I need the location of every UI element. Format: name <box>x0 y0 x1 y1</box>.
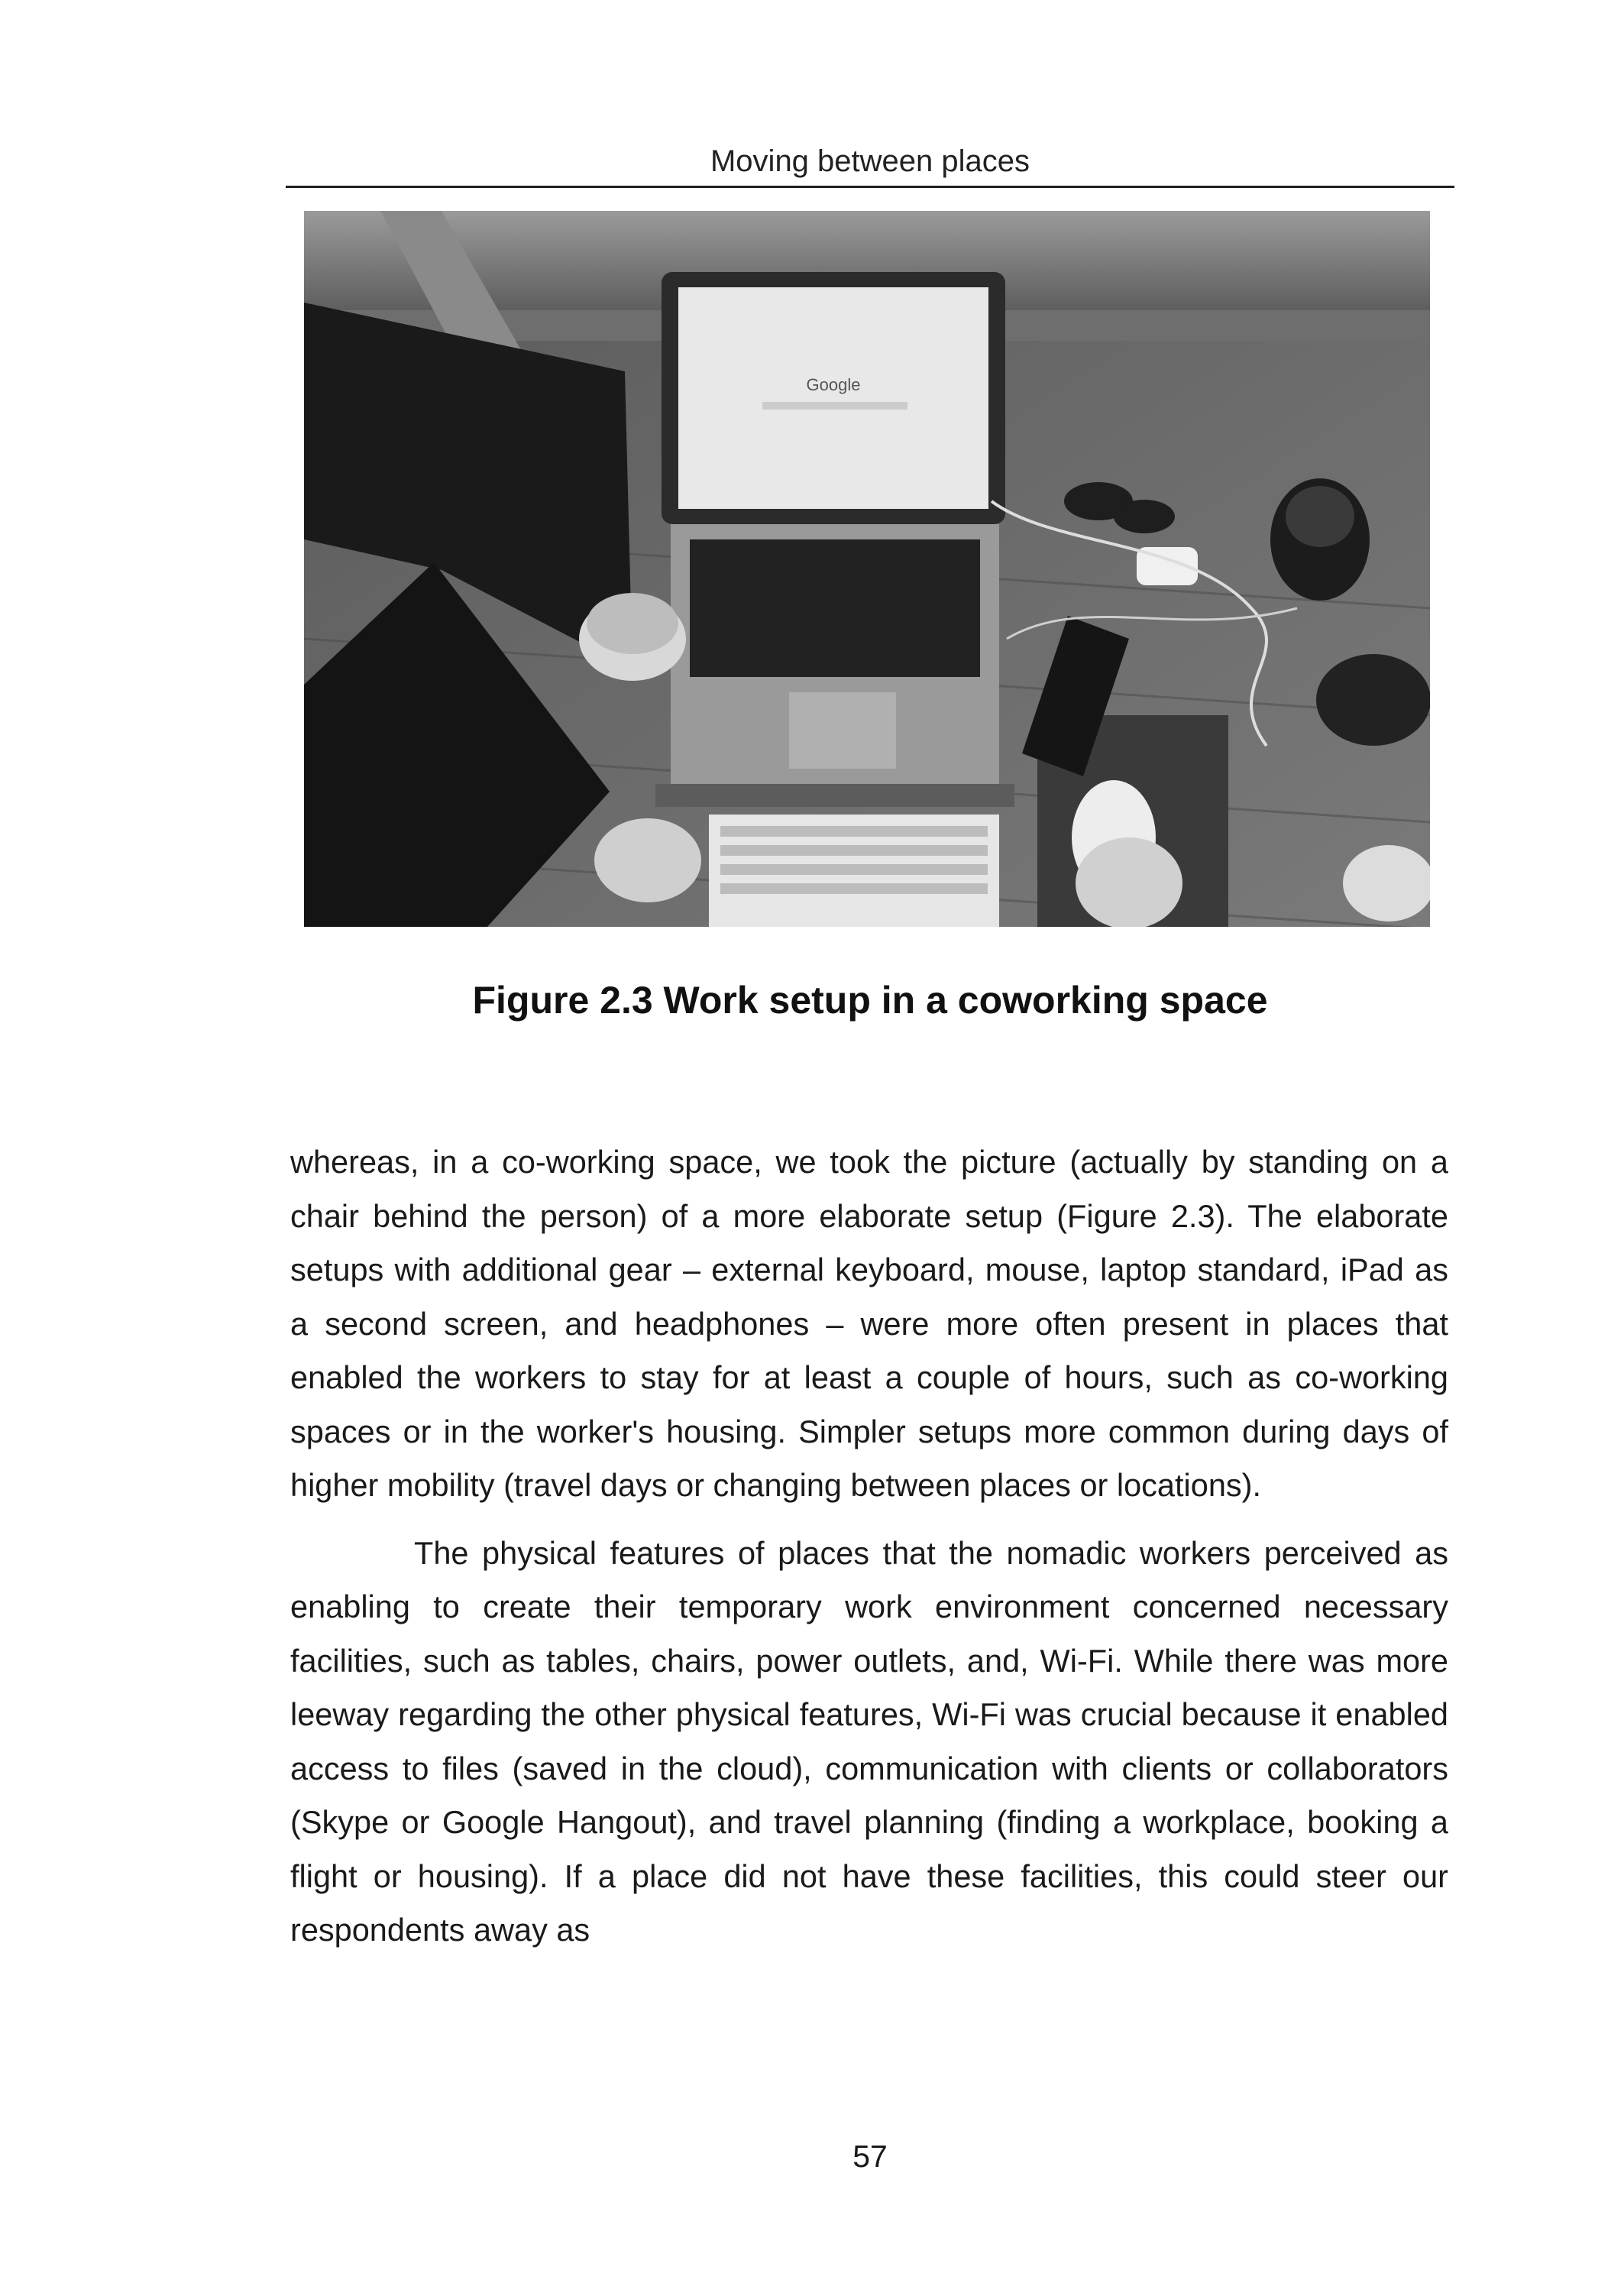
page-number: 57 <box>852 2139 888 2174</box>
laptop-stand <box>655 784 1014 807</box>
paragraph-2: The physical features of places that the nomadic workers perceived as enabling to create their temporary work environment concerned necessary facilities, such as tables, chairs, power outlets, and, Wi-Fi. While there was more leeway regarding the other physical features, Wi-Fi was crucial because it enabled access to files (saved in the cloud), communication with clients or collaborators (Skype or Google Hangout), and travel planning (finding a workplace, booking a flight or housing). If a place did not have these facilities, this could steer our respondents away as <box>290 1534 1448 1948</box>
right-hand <box>1076 837 1182 927</box>
coworking-desk-photo <box>304 211 1430 927</box>
headphones <box>1316 654 1430 746</box>
figure-caption: Figure 2.3 Work setup in a coworking space <box>472 979 1268 1022</box>
laptop-keyboard <box>690 539 980 677</box>
running-header: Moving between places <box>710 144 1030 178</box>
left-hand <box>594 818 701 902</box>
laptop-trackpad <box>789 692 896 769</box>
header-rule <box>286 186 1454 188</box>
screen-search-bar <box>762 402 907 410</box>
paragraph-1: whereas, in a co-working space, we took the picture (actually by standing on a chair behind the person) of a more elaborate setup (Figure 2.3). The elaborate setups with additional gear – external keyboard, mouse, laptop standard, iPad as a second screen, and headphones – were more often present in places that enabled the workers to stay for at least a couple of hours, such as co-working spaces or in the worker's housing. Simpler setups more common during days of higher mobility (travel days or changing between places or locations). <box>290 1144 1448 1503</box>
laptop-screen <box>678 287 988 509</box>
screen-google-logo: Google <box>806 375 861 394</box>
body-text <box>290 1135 1448 1958</box>
figure-photo <box>304 211 1430 927</box>
